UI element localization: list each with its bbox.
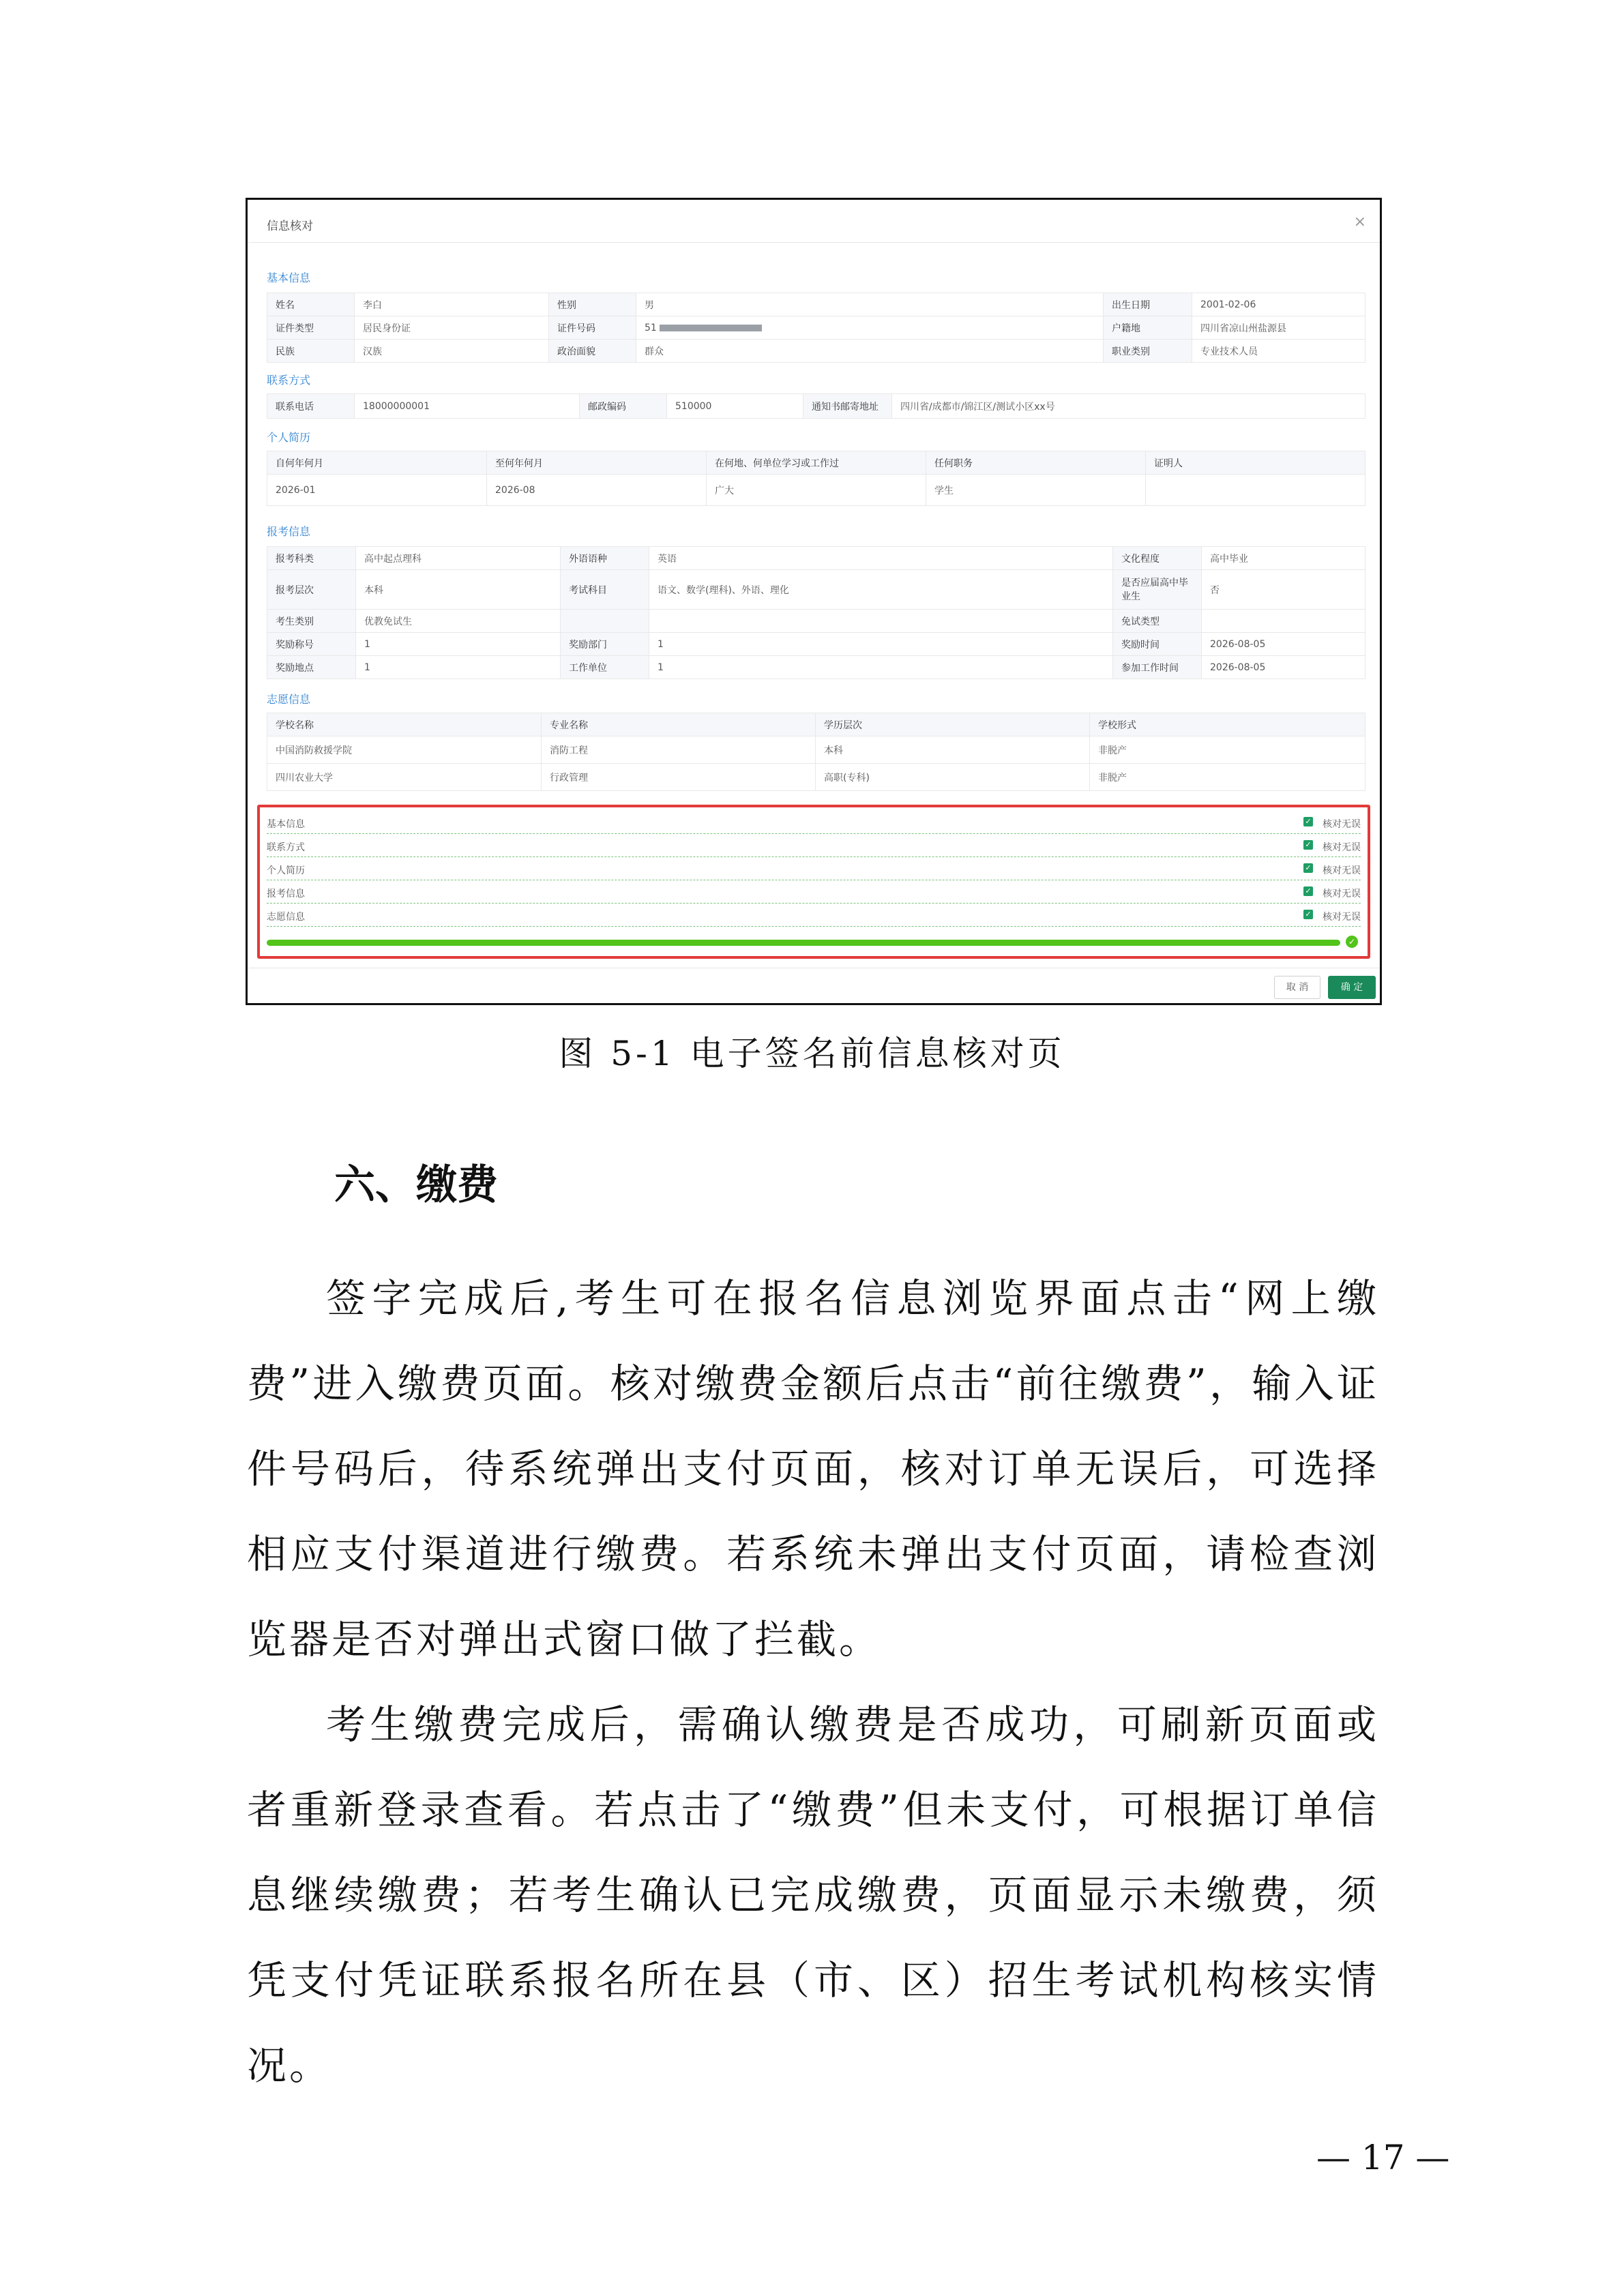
dialog-title: 信息核对 <box>267 220 313 233</box>
table-cell: 性别 <box>549 293 636 316</box>
table-cell: 2001-02-06 <box>1192 293 1365 316</box>
table-cell: 报考科类 <box>267 547 356 570</box>
check-status: 核对无误 <box>1323 842 1361 853</box>
table-cell: 奖励部门 <box>561 633 649 656</box>
table-cell: 1 <box>356 633 561 656</box>
table-cell: 高中毕业 <box>1202 547 1365 570</box>
table-cell: 2026-01 <box>267 475 487 506</box>
confirm-button[interactable]: 确 定 <box>1328 976 1376 999</box>
column-header: 在何地、何单位学习或工作过 <box>707 451 926 475</box>
table-cell: 户籍地 <box>1104 316 1192 340</box>
id-number-prefix: 51 <box>645 322 657 333</box>
table-cell: 非脱产 <box>1090 736 1365 764</box>
check-row-wish <box>267 903 1361 927</box>
title-divider <box>248 242 1380 243</box>
table-row <box>267 340 1365 363</box>
table-cell: 四川农业大学 <box>267 764 542 791</box>
id-number-cell <box>636 316 1104 340</box>
cancel-button[interactable]: 取 消 <box>1274 976 1320 999</box>
table-cell: 四川省/成都市/锦江区/测试小区xx号 <box>892 394 1365 419</box>
paragraph: 签字完成后,考生可在报名信息浏览界面点击“网上缴费”进入缴费页面。核对缴费金额后点击“前往缴费”，输入证件号码后，待系统弹出支付页面，核对订单无误后，可选择相应支付渠道进行缴费。若系统未弹出支付页面，请检查浏览器是否对弹出式窗口做了拦截。 <box>247 1275 1379 1663</box>
table-cell: 高中起点理科 <box>356 547 561 570</box>
table-cell: 本科 <box>816 736 1090 764</box>
table-row <box>267 764 1365 791</box>
screenshot-figure <box>246 198 1382 1005</box>
table-header-row <box>267 713 1365 736</box>
table-cell: 奖励时间 <box>1113 633 1202 656</box>
column-header: 至何年何月 <box>487 451 707 475</box>
contact-table <box>267 393 1365 419</box>
table-cell: 否 <box>1202 570 1365 610</box>
table-cell: 群众 <box>636 340 1104 363</box>
table-cell: 外语语种 <box>561 547 649 570</box>
table-cell: 英语 <box>649 547 1113 570</box>
progress-complete-icon: ✓ <box>1346 936 1358 948</box>
check-row-resume <box>267 856 1361 880</box>
table-cell: 证件号码 <box>549 316 636 340</box>
section-contact: 联系方式 <box>267 374 311 387</box>
table-row <box>267 547 1365 570</box>
table-cell: 男 <box>636 293 1104 316</box>
check-label: 联系方式 <box>267 842 305 853</box>
check-row-exam <box>267 880 1361 904</box>
section-basic-info: 基本信息 <box>267 271 311 284</box>
table-cell: 语文、数学(理科)、外语、理化 <box>649 570 1113 610</box>
table-cell <box>561 610 649 633</box>
table-cell: 政治面貌 <box>549 340 636 363</box>
table-cell: 民族 <box>267 340 355 363</box>
section-wish-info: 志愿信息 <box>267 693 311 706</box>
table-row <box>267 316 1365 340</box>
table-cell: 报考层次 <box>267 570 356 610</box>
verification-checklist <box>257 805 1370 959</box>
table-row <box>267 475 1365 506</box>
page-number: — 17 — <box>1316 2138 1450 2177</box>
table-cell: 本科 <box>356 570 561 610</box>
checkbox-checked-icon[interactable]: ✓ <box>1303 817 1313 826</box>
checkbox-checked-icon[interactable]: ✓ <box>1303 840 1313 850</box>
table-cell: 姓名 <box>267 293 355 316</box>
table-cell: 文化程度 <box>1113 547 1202 570</box>
table-cell: 奖励地点 <box>267 656 356 679</box>
table-cell: 18000000001 <box>355 394 580 419</box>
table-cell: 行政管理 <box>542 764 816 791</box>
check-status: 核对无误 <box>1323 912 1361 923</box>
table-cell: 考生类别 <box>267 610 356 633</box>
checkbox-checked-icon[interactable]: ✓ <box>1303 886 1313 896</box>
table-cell: 中国消防救援学院 <box>267 736 542 764</box>
section-resume: 个人简历 <box>267 431 311 444</box>
table-cell: 居民身份证 <box>355 316 549 340</box>
body-text <box>247 1256 1379 2108</box>
table-cell: 高职(专科) <box>816 764 1090 791</box>
table-cell: 消防工程 <box>542 736 816 764</box>
check-label: 个人简历 <box>267 865 305 876</box>
table-cell: 通知书邮寄地址 <box>803 394 892 419</box>
table-cell: 学生 <box>926 475 1146 506</box>
table-cell: 四川省凉山州盐源县 <box>1192 316 1365 340</box>
table-row <box>267 570 1365 610</box>
check-row-contact <box>267 833 1361 857</box>
check-label: 报考信息 <box>267 889 305 899</box>
checkbox-checked-icon[interactable]: ✓ <box>1303 863 1313 873</box>
column-header: 专业名称 <box>542 713 816 736</box>
table-cell: 工作单位 <box>561 656 649 679</box>
check-label: 基本信息 <box>267 819 305 830</box>
basic-info-table <box>267 293 1365 363</box>
check-status: 核对无误 <box>1323 865 1361 876</box>
column-header: 学校形式 <box>1090 713 1365 736</box>
table-cell: 免试类型 <box>1113 610 1202 633</box>
table-cell: 广大 <box>707 475 926 506</box>
table-row <box>267 656 1365 679</box>
check-status: 核对无误 <box>1323 819 1361 830</box>
table-cell: 510000 <box>667 394 803 419</box>
table-cell: 考试科目 <box>561 570 649 610</box>
table-cell: 2026-08 <box>487 475 707 506</box>
table-cell <box>649 610 1113 633</box>
table-cell: 1 <box>649 656 1113 679</box>
table-header-row <box>267 451 1365 475</box>
table-cell: 邮政编码 <box>580 394 667 419</box>
table-row <box>267 633 1365 656</box>
redaction-mask <box>660 325 762 331</box>
table-row <box>267 736 1365 764</box>
table-cell: 1 <box>649 633 1113 656</box>
table-cell: 专业技术人员 <box>1192 340 1365 363</box>
table-row <box>267 293 1365 316</box>
table-cell: 非脱产 <box>1090 764 1365 791</box>
paragraph: 考生缴费完成后，需确认缴费是否成功，可刷新页面或者重新登录查看。若点击了“缴费”但未支付，可根据订单信息继续缴费；若考生确认已完成缴费，页面显示未缴费，须凭支付凭证联系报名所在县（市、区）招生考试机构核实情况。 <box>247 1701 1379 2089</box>
table-cell: 2026-08-05 <box>1202 633 1365 656</box>
table-cell: 是否应届高中毕业生 <box>1113 570 1202 610</box>
table-cell: 1 <box>356 656 561 679</box>
section-heading: 六、缴费 <box>334 1161 498 1209</box>
figure-caption: 图 5-1 电子签名前信息核对页 <box>559 1034 1065 1073</box>
check-row-basic <box>267 810 1361 834</box>
table-cell: 联系电话 <box>267 394 355 419</box>
table-cell: 出生日期 <box>1104 293 1192 316</box>
table-cell: 奖励称号 <box>267 633 356 656</box>
table-row <box>267 394 1365 419</box>
table-cell: 参加工作时间 <box>1113 656 1202 679</box>
table-cell <box>1146 475 1365 506</box>
column-header: 自何年何月 <box>267 451 487 475</box>
resume-table <box>267 451 1365 506</box>
checkbox-checked-icon[interactable]: ✓ <box>1303 910 1313 919</box>
table-cell: 汉族 <box>355 340 549 363</box>
column-header: 学校名称 <box>267 713 542 736</box>
table-row <box>267 610 1365 633</box>
table-cell: 2026-08-05 <box>1202 656 1365 679</box>
table-cell: 证件类型 <box>267 316 355 340</box>
check-status: 核对无误 <box>1323 889 1361 899</box>
close-icon[interactable]: × <box>1353 213 1366 230</box>
wish-info-table <box>267 713 1365 791</box>
table-cell: 李白 <box>355 293 549 316</box>
column-header: 学历层次 <box>816 713 1090 736</box>
check-label: 志愿信息 <box>267 912 305 923</box>
progress-bar <box>267 940 1340 946</box>
column-header: 证明人 <box>1146 451 1365 475</box>
section-exam-info: 报考信息 <box>267 525 311 538</box>
column-header: 任何职务 <box>926 451 1146 475</box>
table-cell <box>1202 610 1365 633</box>
table-cell: 职业类别 <box>1104 340 1192 363</box>
table-cell: 优教免试生 <box>356 610 561 633</box>
exam-info-table <box>267 546 1365 679</box>
